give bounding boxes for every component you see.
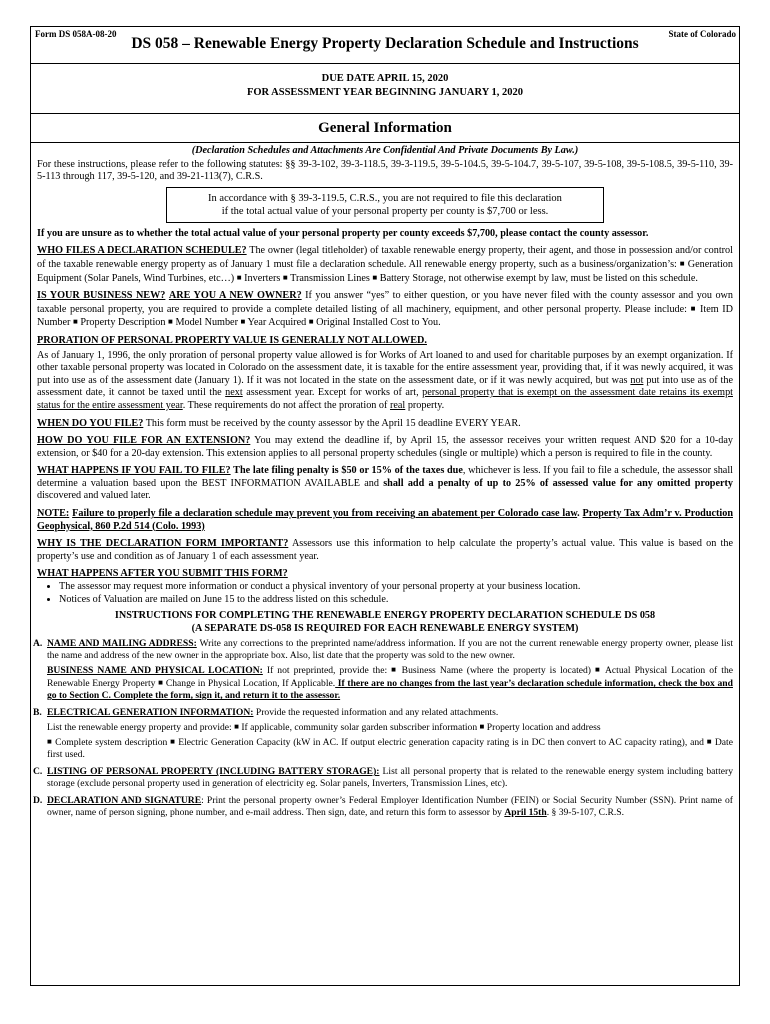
list-item: Generation Equipment (Solar Panels, Wind Turbines, etc…) [37, 258, 733, 284]
bullet-square-icon: ■ [47, 737, 53, 747]
list-item: Transmission Lines [290, 272, 370, 284]
emphasis-real: real [389, 399, 406, 411]
section-b-text: Provide the requested information and any related attachments. [253, 707, 499, 719]
note-paragraph: NOTE: Failure to properly file a declaration schedule may prevent you from receiving an abatement per Colorado case law. Property Tax Adm’r v. Production Geophysical, 860 P.2d 514 (Colo. 1993) [37, 508, 733, 532]
section-b [33, 707, 733, 763]
extension-paragraph [37, 435, 733, 460]
extension-text: You may extend the deadline if, by April 15, the assessor receives your written request AND $20 for a 10-day extension, or $40 for a 20-day extension. This extension applies to all personal property schedules (single or multiple) which a person is required to file in the county. [37, 435, 733, 459]
exemption-line-1: In accordance with § 39-3-119.5, C.R.S., you are not required to file this declaration [208, 192, 562, 204]
section-letter: B. [33, 707, 42, 719]
general-info-heading: General Information [31, 114, 739, 143]
after-list [37, 581, 733, 606]
list-item: Model Number [175, 317, 238, 329]
list-item: Property Description [80, 317, 166, 329]
bullet-square-icon: ■ [391, 665, 398, 675]
section-c [33, 766, 734, 792]
new-business-paragraph [37, 290, 733, 330]
state-label: State of Colorado [668, 29, 736, 39]
list-item: Electric Generation Capacity (kW in AC. If output electric generation capacity rating is in DC then convert to AC capacity rating), and [178, 737, 704, 749]
exemption-line-2: if the total actual value of your personal property per county is $7,700 or less. [221, 205, 549, 217]
emphasis-not: not [630, 374, 644, 386]
form-header [31, 27, 739, 64]
list-item: Property location and address [486, 722, 601, 734]
list-item: Item ID Number [37, 303, 734, 329]
section-b-text-2: List the renewable energy property and provide: [47, 722, 235, 734]
fail-heading: WHAT HAPPENS IF YOU FAIL TO FILE? [37, 465, 231, 477]
bullet-square-icon: ■ [282, 272, 288, 282]
section-a-no-changes: If there are no changes from the last year’s declaration schedule information, check the box and go to Section C. Complete the form, sign it, and return it to the assessor. [47, 678, 733, 702]
instructions-heading [37, 610, 733, 635]
list-item: Complete system description [55, 737, 168, 749]
bullet-square-icon: ■ [479, 722, 485, 732]
new-business-text: If you answer “yes” to either question, or you have never filed with the county assessor and you own taxable personal property, you are required to provide a complete detailed listing of all machinery, equipment, and other personal property. Please include: [37, 290, 733, 315]
section-letter: C. [33, 766, 43, 778]
list-item: Business Name (where the property is located) [401, 665, 591, 677]
section-d-statute: . § 39-5-107, C.R.S. [546, 807, 625, 819]
section-d-text: : Print the personal property owner’s Federal Employer Identification Number (FEIN) or Social Security Number (SSN). Print name of owner, name of person signing, phone number, and e-mail address. Then sign, date, and return this form to assessor by [47, 795, 733, 819]
note-label: NOTE: [37, 508, 70, 520]
when-file-text: This form must be received by the county assessor by the April 15 deadline EVERY YEAR. [143, 417, 521, 429]
after-heading: WHAT HAPPENS AFTER YOU SUBMIT THIS FORM? [37, 568, 288, 580]
important-text: Assessors use this information to help calculate the property’s actual value. This value is based on the property’s use and condition as of January 1 of each assessment year. [37, 538, 733, 562]
section-a [33, 638, 734, 704]
proration-text: As of January 1, 1996, the only proration of personal property value allowed is for Works of Art loaned to and used for charitable purposes by an exempt organization. If other taxable personal property was located in Colorado on the assessment date, it is taxable for the entire assessment year, providing that, if it was newly acquired, it was put into use as of the assessment date (January 1). If it was not located in the state on the assessment date, or if it was newly acquired, but was [37, 349, 733, 386]
list-item: Original Installed Cost to You. [316, 317, 441, 329]
fail-text: , whichever is less. If you fail to file a schedule, the assessor shall determine a valuation based upon the BEST INFORMATION AVAILABLE and [37, 465, 733, 489]
instructions-title: INSTRUCTIONS FOR COMPLETING THE RENEWABLE ENERGY PROPERTY DECLARATION SCHEDULE DS 058 [114, 610, 656, 622]
unsure-paragraph: If you are unsure as to whether the total actual value of your personal property per county exceeds $7,700, please contact the county assessor. [37, 227, 649, 239]
section-c-text: List all personal property that is related to the renewable energy system including battery storage (exclude personal property used in generation of electricity eg. Solar panels, Inverters, Transmission Lines, etc). [47, 766, 734, 790]
bullet-square-icon: ■ [168, 317, 173, 327]
when-file-paragraph [37, 418, 733, 431]
bullet-square-icon: ■ [372, 272, 378, 282]
important-heading: WHY IS THE DECLARATION FORM IMPORTANT? [37, 538, 289, 550]
due-date: DUE DATE APRIL 15, 2020 [321, 73, 449, 84]
bullet-square-icon: ■ [595, 665, 602, 675]
form-page [30, 26, 740, 986]
proration-heading: PRORATION OF PERSONAL PROPERTY VALUE IS GENERALLY NOT ALLOWED. [37, 334, 427, 346]
list-item: Actual Physical Location of the Renewable Energy Property [47, 665, 733, 690]
section-letter: D. [33, 795, 43, 807]
list-item: Date first used. [47, 737, 733, 761]
proration-paragraph [37, 350, 733, 413]
fail-penalty: The late filing penalty is $50 or 15% of the taxes due [230, 465, 463, 477]
bullet-square-icon: ■ [236, 272, 242, 282]
instructions-body [31, 143, 739, 821]
section-b-heading: ELECTRICAL GENERATION INFORMATION: [47, 707, 254, 719]
proration-text: property. [405, 399, 445, 411]
list-item: • Notices of Valuation are mailed on June 15 to the address listed on this schedule. [59, 594, 733, 607]
section-a-heading-2: BUSINESS NAME AND PHYSICAL LOCATION: [47, 665, 263, 677]
fail-paragraph [37, 465, 733, 503]
bullet-square-icon: ■ [234, 722, 239, 732]
bullet-square-icon: ■ [679, 258, 685, 268]
fail-omitted-penalty: shall add a penalty of up to 25% of assessed value for any omitted property [383, 477, 733, 489]
bullet-square-icon: ■ [158, 678, 164, 688]
list-item: Year Acquired [247, 317, 307, 329]
section-a-text-2: If not preprinted, provide the: [262, 665, 392, 677]
list-item: Change in Physical Location, If Applicable. [165, 678, 336, 690]
form-title: DS 058 – Renewable Energy Property Declaration Schedule and Instructions [131, 35, 639, 52]
list-item: Inverters [244, 272, 281, 284]
statutes-paragraph: For these instructions, please refer to the following statutes: §§ 39-3-102, 39-3-118.5, 39-3-119.5, 39-5-104.5, 39-5-104.7, 39-5-107, 39-5-108, 39-5-108.5, 39-5-110, 39-5-113 through 117, 39-5-120, and 39-21-113(7), C.R.S. [37, 158, 733, 183]
assessment-year: FOR ASSESSMENT YEAR BEGINNING JANUARY 1, 2020 [246, 87, 524, 98]
section-a-heading: NAME AND MAILING ADDRESS: [47, 638, 197, 650]
note-case-citation: Property Tax Adm’r v. Production Geophysical, 860 P.2d 514 (Colo. 1993) [37, 508, 733, 532]
note-text: Failure to properly file a declaration schedule may prevent you from receiving an abatement per Colorado case law [72, 508, 578, 520]
bullet-square-icon: ■ [706, 737, 713, 747]
exemption-box [166, 187, 604, 223]
emphasis-next: next [225, 387, 243, 399]
important-paragraph [37, 538, 733, 563]
section-d-deadline: April 15th [504, 807, 547, 819]
proration-text: assessment year. Except for works of art, [242, 387, 423, 399]
who-files-heading: WHO FILES A DECLARATION SCHEDULE? [37, 245, 247, 257]
due-date-block [31, 64, 739, 114]
section-d [33, 795, 733, 821]
list-item: If applicable, community solar garden subscriber information [241, 722, 478, 734]
section-a-text: Write any corrections to the preprinted name/address information. If you are not the current renewable energy property owner, please list the name and address of the new owner in the appropriate box. Also, list date that the property was sold to the new owner. [47, 638, 734, 662]
section-c-heading: LISTING OF PERSONAL PROPERTY (INCLUDING BATTERY STORAGE): [47, 766, 380, 778]
list-item: • The assessor may request more information or conduct a physical inventory of your personal property at your business location. [59, 581, 733, 594]
emphasis-exempt: personal property that is exempt on the assessment date retains its exempt status for the entire assessment year [37, 387, 733, 411]
bullet-square-icon: ■ [72, 317, 78, 327]
when-file-heading: WHEN DO YOU FILE? [37, 417, 144, 429]
bullet-square-icon: ■ [690, 303, 697, 313]
section-letter: A. [33, 638, 43, 650]
proration-text: put into use as of the assessment date, it cannot be taxed until the [37, 374, 733, 399]
bullet-square-icon: ■ [308, 317, 314, 327]
list-item: Battery Storage, not otherwise exempt by law, must be listed on this schedule. [379, 272, 698, 284]
new-owner-heading: ARE YOU A NEW OWNER? [168, 290, 302, 302]
form-number: Form DS 058A-08-20 [35, 29, 117, 39]
who-files-paragraph [37, 245, 733, 285]
instructions-subtitle: (A SEPARATE DS-058 IS REQUIRED FOR EACH RENEWABLE ENERGY SYSTEM) [191, 622, 579, 634]
new-business-heading: IS YOUR BUSINESS NEW? [37, 290, 166, 302]
extension-heading: HOW DO YOU FILE FOR AN EXTENSION? [37, 435, 251, 447]
bullet-square-icon: ■ [170, 737, 176, 747]
confidential-notice: (Declaration Schedules and Attachments Are Confidential And Private Documents By Law.) [191, 145, 579, 156]
fail-text: discovered and valued later. [37, 490, 151, 502]
section-d-heading: DECLARATION AND SIGNATURE [47, 795, 202, 807]
who-files-text: The owner (legal titleholder) of taxable renewable energy property, their agent, and those in possession and/or control of the taxable renewable energy property as of January 1 must file a declaration schedule. All renewable energy property, such as a business/organization’s: [37, 245, 733, 270]
proration-text: . These requirements do not affect the proration of [182, 399, 390, 411]
bullet-square-icon: ■ [240, 317, 246, 327]
